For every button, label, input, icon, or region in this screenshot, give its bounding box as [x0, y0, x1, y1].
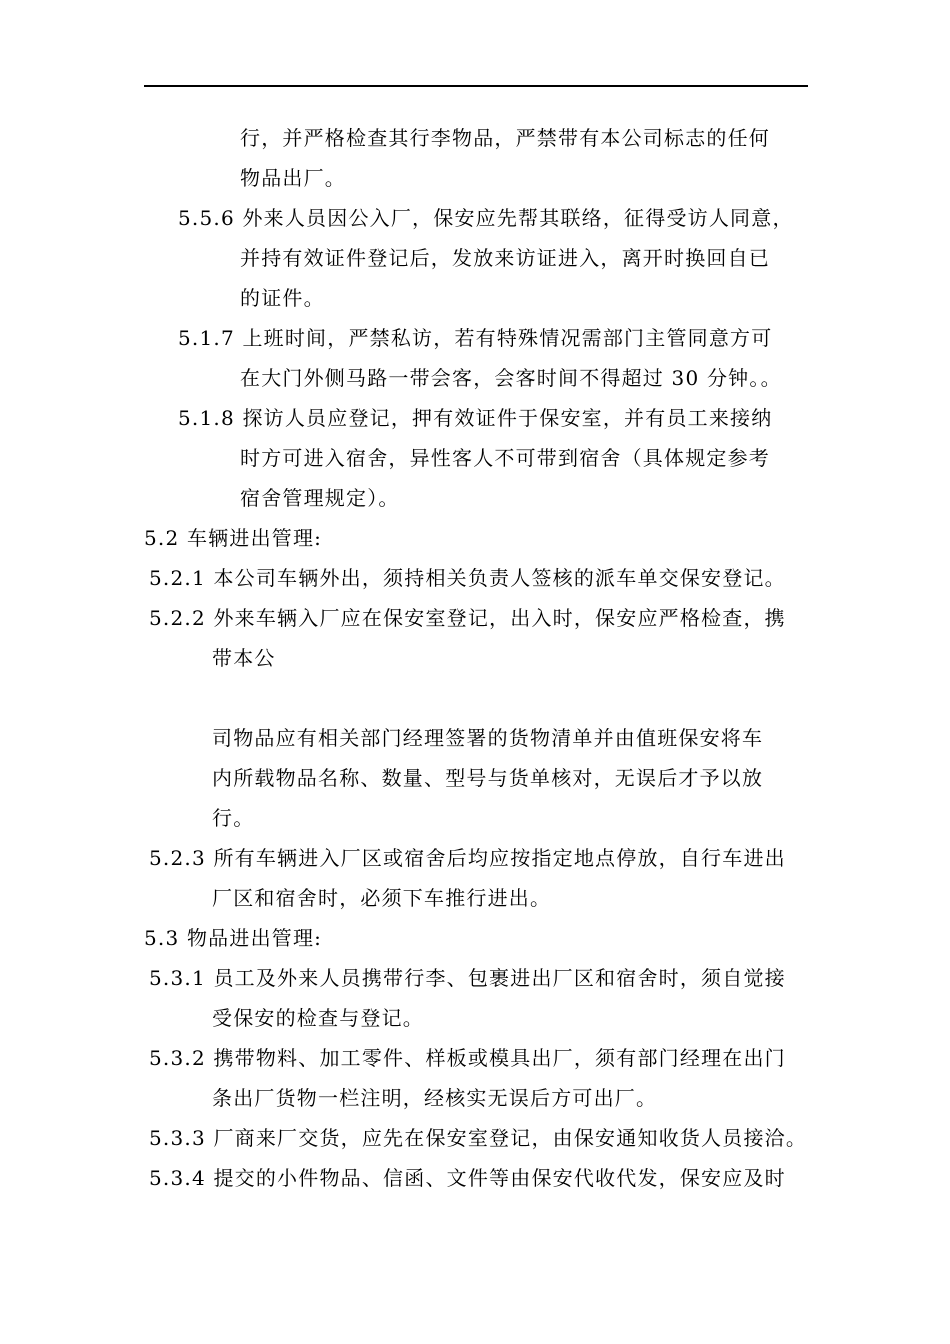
section-heading-5-2: 5.2 车辆进出管理: — [144, 526, 323, 550]
clause-5-3-4: 5.3.4 提交的小件物品、信函、文件等由保安代收代发，保安应及时 — [149, 1166, 786, 1190]
body-line: 物品出厂。 — [240, 166, 346, 190]
body-line: 时方可进入宿舍，异性客人不可带到宿舍（具体规定参考 — [240, 446, 770, 470]
body-line: 内所载物品名称、数量、型号与货单核对，无误后才予以放 — [212, 766, 764, 790]
body-line: 行。 — [212, 806, 255, 830]
clause-5-2-3: 5.2.3 所有车辆进入厂区或宿舍后均应按指定地点停放，自行车进出 — [149, 846, 786, 870]
header-rule — [144, 85, 808, 87]
clause-5-3-1: 5.3.1 员工及外来人员携带行李、包裹进出厂区和宿舍时，须自觉接 — [149, 966, 786, 990]
section-heading-5-3: 5.3 物品进出管理: — [144, 926, 323, 950]
body-line: 行，并严格检查其行李物品，严禁带有本公司标志的任何 — [240, 126, 770, 150]
clause-5-2-1: 5.2.1 本公司车辆外出，须持相关负责人签核的派车单交保安登记。 — [149, 566, 786, 590]
body-line: 并持有效证件登记后，发放来访证进入，离开时换回自已 — [240, 246, 770, 270]
clause-5-1-7: 5.1.7 上班时间，严禁私访，若有特殊情况需部门主管同意方可 — [178, 326, 773, 350]
body-line: 司物品应有相关部门经理签署的货物清单并由值班保安将车 — [212, 726, 764, 750]
clause-5-3-2: 5.3.2 携带物料、加工零件、样板或模具出厂，须有部门经理在出门 — [149, 1046, 786, 1070]
body-line: 宿舍管理规定）。 — [240, 486, 400, 510]
body-line: 的证件。 — [240, 286, 325, 310]
clause-5-2-2: 5.2.2 外来车辆入厂应在保安室登记，出入时，保安应严格检查，携 — [149, 606, 786, 630]
clause-5-3-3: 5.3.3 厂商来厂交货，应先在保安室登记，由保安通知收货人员接洽。 — [149, 1126, 808, 1150]
body-line: 在大门外侧马路一带会客，会客时间不得超过 30 分钟。。 — [240, 366, 782, 390]
body-line: 带本公 — [212, 646, 276, 670]
clause-5-5-6: 5.5.6 外来人员因公入厂，保安应先帮其联络，征得受访人同意， — [178, 206, 794, 230]
body-line: 厂区和宿舍时，必须下车推行进出。 — [212, 886, 552, 910]
body-line: 受保安的检查与登记。 — [212, 1006, 424, 1030]
clause-5-1-8: 5.1.8 探访人员应登记，押有效证件于保安室，并有员工来接纳 — [178, 406, 773, 430]
body-line: 条出厂货物一栏注明，经核实无误后方可出厂。 — [212, 1086, 658, 1110]
